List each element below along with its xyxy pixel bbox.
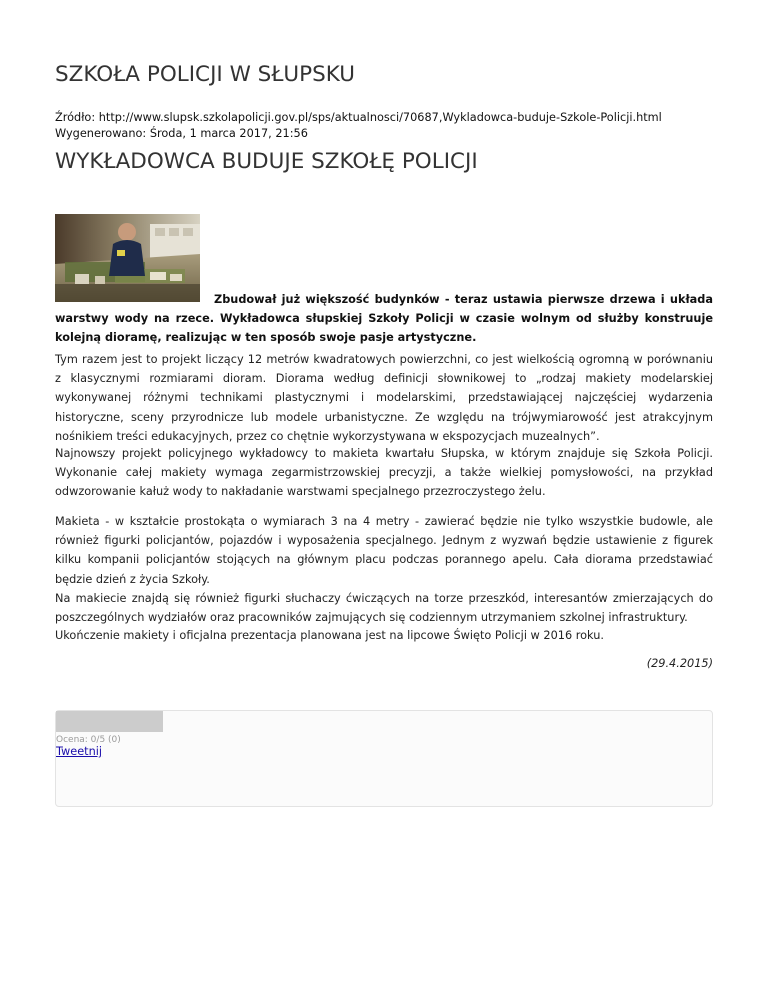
article-paragraph: Najnowszy projekt policyjnego wykładowcy to makieta kwartału Słupska, w którym znajduje się Szkoła Policji. Wykonanie całej makiety wymaga zegarmistrzowskiej precyzji, a także wielkiej pomysłowości, na przykład odwzorowanie kałuż wody to nakładanie warstwami specjalnego przezroczystego żelu.	[55, 447, 713, 499]
share-box	[55, 710, 713, 807]
article-paragraph: Tym razem jest to projekt liczący 12 metrów kwadratowych powierzchni, co jest wielkością ogromną w porównaniu z klasycznymi rozmiarami dioram. Diorama według definicji słownikowej to „rodzaj makiety modelarskiej wykonywanej różnymi technikami plastycznymi i modelarskimi, przedstawiającej najczęściej wydarzenia historyczne, sceny przyrodnicze lub modele urbanistyczne. Ze względu na trójwymiarowość jest atrakcyjnym nośnikiem treści edukacyjnych, przez co chętnie wykorzystywana w ekspozycjach muzealnych”.	[55, 353, 713, 443]
article-title: WYKŁADOWCA BUDUJE SZKOŁĘ POLICJI	[55, 149, 478, 174]
article-lead	[55, 290, 713, 347]
source-line: Źródło: http://www.slupsk.szkolapolicji.gov.pl/sps/aktualnosci/70687,Wykladowca-buduje-Szkole-Policji.html	[55, 111, 662, 124]
article-photo	[55, 214, 200, 302]
rating-text: Ocena: 0/5 (0)	[56, 735, 121, 745]
tweet-link[interactable]: Tweetnij	[56, 745, 103, 758]
article-paragraph: Ukończenie makiety i oficjalna prezentacja planowana jest na lipcowe Święto Policji w 2016 roku.	[55, 629, 604, 642]
lead-text: Zbudował już większość budynków - teraz ustawia pierwsze drzewa i układa warstwy wody na rzece. Wykładowca słupskiej Szkoły Policji w czasie wolnym od służby konstruuje kolejną dioramę, realizując w ten sposób swoje pasje artystyczne.	[55, 293, 713, 344]
article-paragraph: Makieta - w kształcie prostokąta o wymiarach 3 na 4 metry - zawierać będzie nie tylko wszystkie budowle, ale również figurki policjantów, pojazdów i wyposażenia specjalnego. Jednym z wyzwań będzie ustawienie z figurek kilku kompanii policjantów stojących na głównym placu podczas porannego apelu. Cała diorama przedstawiać będzie dzień z życia Szkoły. Na makiecie znajdą się również figurki słuchaczy ćwiczących na torze przeszkód, interesantów zmierzających do poszczególnych wydziałów oraz pracowników zajmujących się codziennym utrzymaniem szkolnej infrastruktury.	[55, 515, 713, 625]
generated-line: Wygenerowano: Środa, 1 marca 2017, 21:56	[55, 127, 308, 140]
rating-stars[interactable]	[56, 711, 163, 732]
site-title: SZKOŁA POLICJI W SŁUPSKU	[55, 62, 356, 87]
meta-info	[55, 110, 662, 142]
publication-date: (29.4.2015)	[646, 657, 713, 670]
